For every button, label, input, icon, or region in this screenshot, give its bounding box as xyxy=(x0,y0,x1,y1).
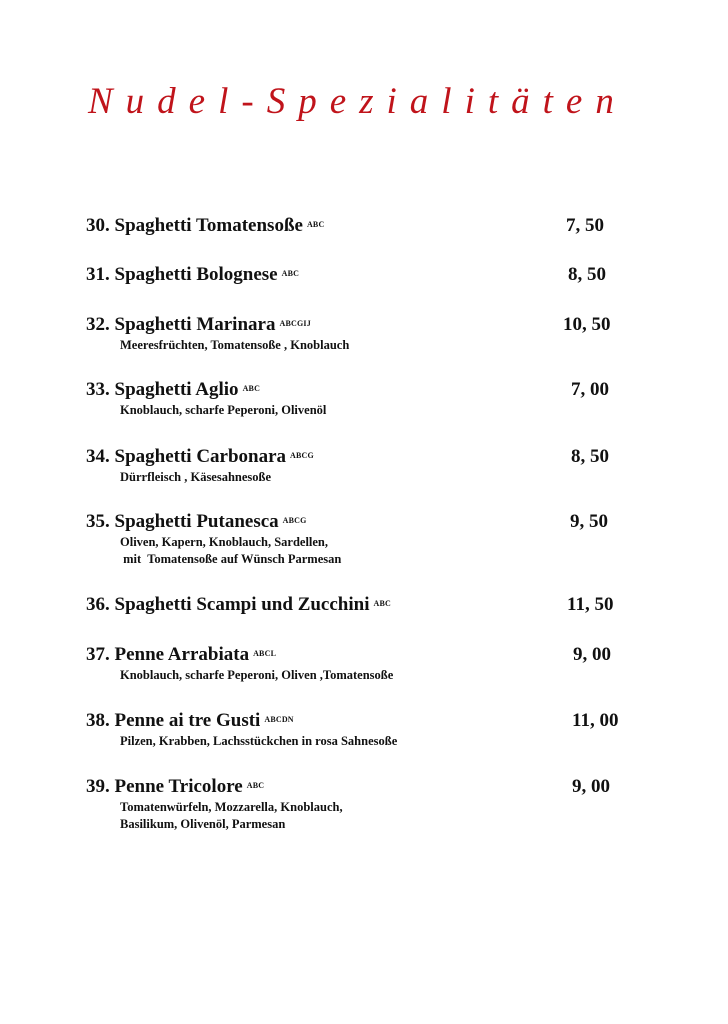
menu-item-35 xyxy=(86,510,646,568)
menu-item-37 xyxy=(86,643,646,684)
menu-item-description: Oliven, Kapern, Knoblauch, Sardellen, xyxy=(120,535,329,549)
menu-item-price: 9, 00 xyxy=(573,644,611,665)
allergen-codes: ABC xyxy=(281,269,300,278)
menu-item-34 xyxy=(86,445,646,486)
menu-item-price: 11, 50 xyxy=(567,594,614,615)
menu-item-name: 31. Spaghetti Bolognese $^{ABC}$ xyxy=(86,264,300,285)
menu-item-32 xyxy=(86,313,646,354)
menu-item-price: 9, 00 xyxy=(572,776,610,797)
menu-item-name: 30. Spaghetti Tomatensoße $^{ABC}$ xyxy=(86,215,325,236)
menu-item-name: 33. Spaghetti Aglio $^{ABC}$ xyxy=(86,379,261,400)
menu-item-38 xyxy=(86,709,646,750)
menu-item-name: 38. Penne ai tre Gusti $^{ABCDN}$ xyxy=(86,710,294,731)
menu-item-name: 36. Spaghetti Scampi und Zucchini $^{ABC}$ xyxy=(86,594,391,615)
menu-item-price: 8, 50 xyxy=(571,446,609,467)
menu-item-name: 39. Penne Tricolore $^{ABC}$ xyxy=(86,776,265,797)
allergen-codes: ABCG xyxy=(282,516,307,525)
menu-item-description: mit Tomatensoße auf Wünsch Parmesan xyxy=(120,552,342,566)
allergen-codes: ABC xyxy=(242,384,261,393)
menu-item-name: 37. Penne Arrabiata $^{ABCL}$ xyxy=(86,644,277,665)
menu-item-description: Pilzen, Krabben, Lachsstückchen in rosa Sahnesoße xyxy=(120,734,398,748)
menu-item-description: Dürrfleisch , Käsesahnesoße xyxy=(120,470,272,484)
allergen-codes: ABC xyxy=(306,220,325,229)
menu-item-price: 8, 50 xyxy=(568,264,606,285)
menu-item-name: 35. Spaghetti Putanesca $^{ABCG}$ xyxy=(86,511,307,532)
menu-item-description: Meeresfrüchten, Tomatensoße , Knoblauch xyxy=(120,338,350,352)
allergen-codes: ABCDN xyxy=(264,715,294,724)
allergen-codes: ABC xyxy=(246,781,265,790)
menu-item-price: 10, 50 xyxy=(563,314,611,335)
allergen-codes: ABCL xyxy=(253,649,277,658)
menu-item-description: Knoblauch, scharfe Peperoni, Olivenöl xyxy=(120,403,327,417)
menu-item-price: 7, 00 xyxy=(571,379,609,400)
menu-item-39 xyxy=(86,775,646,833)
menu-item-description: Tomatenwürfeln, Mozzarella, Knoblauch, xyxy=(120,800,343,814)
menu-item-30 xyxy=(86,214,646,238)
menu-item-price: 9, 50 xyxy=(570,511,608,532)
menu-item-31 xyxy=(86,263,646,287)
menu-item-description: Knoblauch, scharfe Peperoni, Oliven ,Tomatensoße xyxy=(120,668,394,682)
allergen-codes: ABCGIJ xyxy=(279,319,311,328)
menu-item-name: 34. Spaghetti Carbonara $^{ABCG}$ xyxy=(86,446,314,467)
menu-item-name: 32. Spaghetti Marinara $^{ABCGIJ}$ xyxy=(86,314,311,335)
menu-item-33 xyxy=(86,378,646,419)
menu-item-price: 7, 50 xyxy=(566,215,604,236)
menu-item-36 xyxy=(86,593,646,617)
page-title: Nudel-Spezialitäten xyxy=(88,81,627,122)
menu-item-price: 11, 00 xyxy=(572,710,619,731)
allergen-codes: ABC xyxy=(373,599,391,608)
menu-item-description: Basilikum, Olivenöl, Parmesan xyxy=(120,817,286,831)
allergen-codes: ABCG xyxy=(290,451,314,460)
